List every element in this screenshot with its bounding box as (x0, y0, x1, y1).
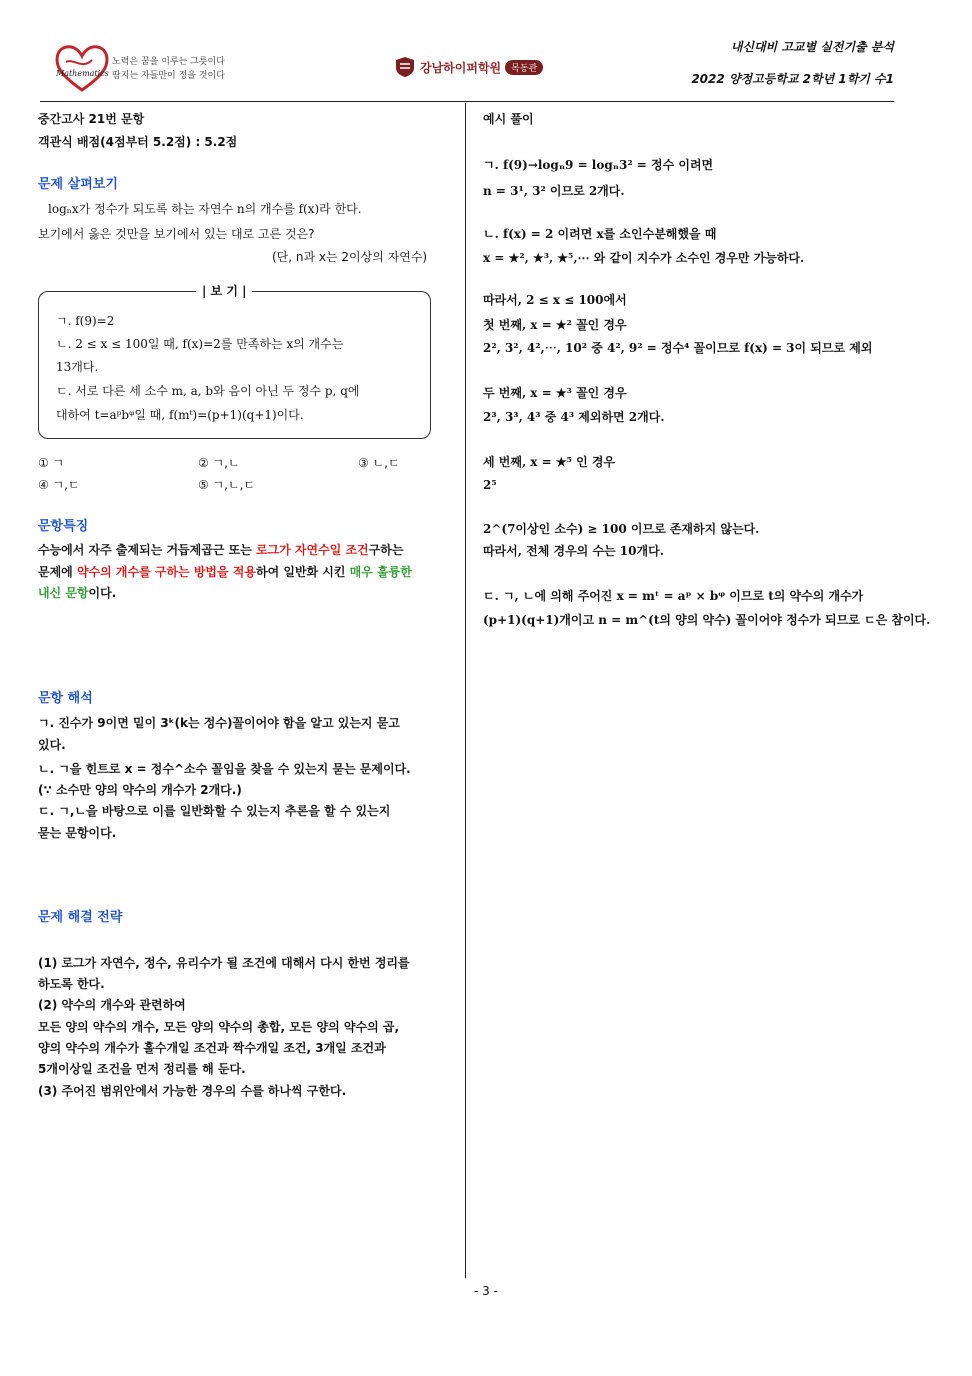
logo-tagline (112, 55, 225, 83)
choice-4[interactable]: ④ ㄱ,ㄷ (38, 478, 80, 492)
solution-line-10: 세 번째, x = ★⁵ 인 경우 (483, 455, 616, 469)
solution-line-5: 따라서, 2 ≤ x ≤ 100에서 (483, 293, 627, 307)
feature-2c: 하여 일반화 시킨 (255, 565, 350, 579)
bogi-item-3: ㄷ. 서로 다른 세 소수 m, a, b와 음이 아닌 두 정수 p, q에 (56, 384, 360, 398)
strategy-line-7: (3) 주어진 범위안에서 가능한 경우의 수를 하나씩 구한다. (38, 1084, 347, 1098)
solution-line-7: 2², 3², 4²,⋯, 10² 중 4², 9² = 정수⁴ 꼴이므로 f(x) = 3이 되므로 제외 (483, 341, 873, 355)
analysis-line-6: 묻는 문항이다. (38, 826, 117, 840)
column-divider (465, 103, 466, 1278)
exam-info-2: 객관식 배점(4점부터 5.2점) : 5.2점 (38, 135, 238, 149)
solution-line-11: 2⁵ (483, 478, 497, 492)
doc-title-line-2: 2022 양정고등학교 2학년 1학기 수1 (691, 72, 894, 86)
bogi-item-2: ㄴ. 2 ≤ x ≤ 100일 때, f(x)=2를 만족하는 x의 개수는 (56, 337, 344, 351)
heart-logo-icon (52, 40, 112, 96)
problem-line-2: 보기에서 옳은 것만을 보기에서 있는 대로 고른 것은? (38, 227, 315, 241)
branch-badge: 목동관 (505, 60, 543, 75)
solution-line-8: 두 번째, x = ★³ 꼴인 경우 (483, 386, 627, 400)
choice-1[interactable]: ① ㄱ (38, 456, 65, 470)
feature-3a: 내신 문항 (38, 586, 89, 600)
tagline-line-2: 땀지는 자들만이 정을 것이다 (112, 71, 225, 81)
analysis-line-4: (∵ 소수만 양의 약수의 개수가 2개다.) (38, 783, 242, 797)
problem-condition: (단, n과 x는 2이상의 자연수) (272, 250, 428, 264)
academy-crest-icon (394, 56, 416, 78)
svg-text:Mathematics: Mathematics (56, 69, 109, 78)
academy-name: 강남하이퍼학원 (420, 60, 502, 75)
exam-info-1: 중간고사 21번 문항 (38, 112, 145, 126)
solution-line-4: x = ★², ★³, ★⁵,⋯ 와 같이 지수가 소수인 경우만 가능하다. (483, 251, 805, 265)
feature-2d: 매우 훌륭한 (349, 565, 412, 579)
solution-line-9: 2³, 3³, 4³ 중 4³ 제외하면 2개다. (483, 410, 665, 424)
solution-line-12: 2^(7이상인 소수) ≥ 100 이므로 존재하지 않는다. (483, 522, 760, 536)
choice-5[interactable]: ⑤ ㄱ,ㄴ,ㄷ (198, 478, 255, 492)
bogi-title: | 보 기 | (196, 282, 252, 299)
bogi-item-3-cont: 대하여 t=aᵖbᵠ일 때, f(mᵗ)=(p+1)(q+1)이다. (56, 408, 304, 422)
bogi-item-2-cont: 13개다. (56, 360, 99, 374)
strategy-line-4: 모든 양의 약수의 개수, 모든 양의 약수의 총합, 모든 양의 약수의 곱, (38, 1020, 400, 1034)
solution-line-15: (p+1)(q+1)개이고 n = m^(t의 양의 약수) 꼴이어야 정수가 되므로 ㄷ은 참이다. (483, 613, 931, 627)
bogi-item-1: ㄱ. f(9)=2 (56, 314, 115, 328)
solution-line-13: 따라서, 전체 경우의 수는 10개다. (483, 544, 664, 558)
feature-line-1 (38, 539, 403, 561)
doc-title-line-1: 내신대비 고교별 실전기출 분석 (730, 40, 894, 54)
feature-1a: 수능에서 자주 출제되는 거듭제곱근 또는 (38, 543, 256, 557)
analysis-line-5: ㄷ. ㄱ,ㄴ을 바탕으로 이를 일반화할 수 있는지 추론을 할 수 있는지 (38, 804, 391, 818)
strategy-line-3: (2) 약수의 개수와 관련하여 (38, 998, 186, 1012)
solution-line-6: 첫 번째, x = ★² 꼴인 경우 (483, 318, 627, 332)
problem-heading: 문제 살펴보기 (38, 177, 118, 192)
feature-line-2 (38, 561, 412, 583)
strategy-line-6: 5개이상일 조건을 먼저 정리를 해 둔다. (38, 1062, 246, 1076)
analysis-line-1: ㄱ. 진수가 9이면 밑이 3ᵏ(k는 정수)꼴이어야 함을 알고 있는지 묻고 (38, 716, 400, 730)
feature-1b: 로그가 자연수일 조건 (255, 543, 369, 557)
page-number: - 3 - (474, 1284, 498, 1298)
solution-line-14: ㄷ. ㄱ, ㄴ에 의해 주어진 x = mᵗ = aᵖ × bᵠ 이므로 t의 약수의 개수가 (483, 589, 864, 603)
strategy-line-1: (1) 로그가 자연수, 정수, 유리수가 될 조건에 대해서 다시 한번 정리를 (38, 956, 410, 970)
problem-line-1: logₙx가 정수가 되도록 하는 자연수 n의 개수를 f(x)라 한다. (48, 202, 362, 216)
feature-2a: 문제에 (38, 565, 77, 579)
strategy-line-2: 하도록 한다. (38, 977, 105, 991)
strategy-heading: 문제 해결 전략 (38, 910, 123, 925)
feature-heading: 문항특징 (38, 519, 89, 534)
choice-2[interactable]: ② ㄱ,ㄴ (198, 456, 240, 470)
solution-line-1: ㄱ. f(9)→logₙ9 = logₙ3² = 정수 이려면 (483, 158, 714, 172)
feature-1c: 구하는 (368, 543, 404, 557)
feature-3b: 이다. (88, 586, 117, 600)
choice-3[interactable]: ③ ㄴ,ㄷ (358, 456, 400, 470)
solution-line-3: ㄴ. f(x) = 2 이려면 x를 소인수분해했을 때 (483, 227, 717, 241)
academy-logo (394, 56, 543, 78)
analysis-line-3: ㄴ. ㄱ을 힌트로 x = 정수^소수 꼴임을 찾을 수 있는지 묻는 문제이다. (38, 762, 411, 776)
header-divider (40, 101, 894, 102)
strategy-line-5: 양의 약수의 개수가 홀수개일 조건과 짝수개일 조건, 3개일 조건과 (38, 1041, 386, 1055)
feature-line-3 (38, 582, 116, 604)
tagline-line-1: 노력은 꿈을 이루는 그릇이다 (112, 57, 225, 67)
analysis-heading: 문항 해석 (38, 691, 93, 706)
solution-heading: 예시 풀이 (483, 112, 534, 126)
analysis-line-2: 있다. (38, 738, 66, 752)
solution-line-2: n = 3¹, 3² 이므로 2개다. (483, 184, 625, 198)
feature-2b: 약수의 개수를 구하는 방법을 적용 (76, 565, 256, 579)
